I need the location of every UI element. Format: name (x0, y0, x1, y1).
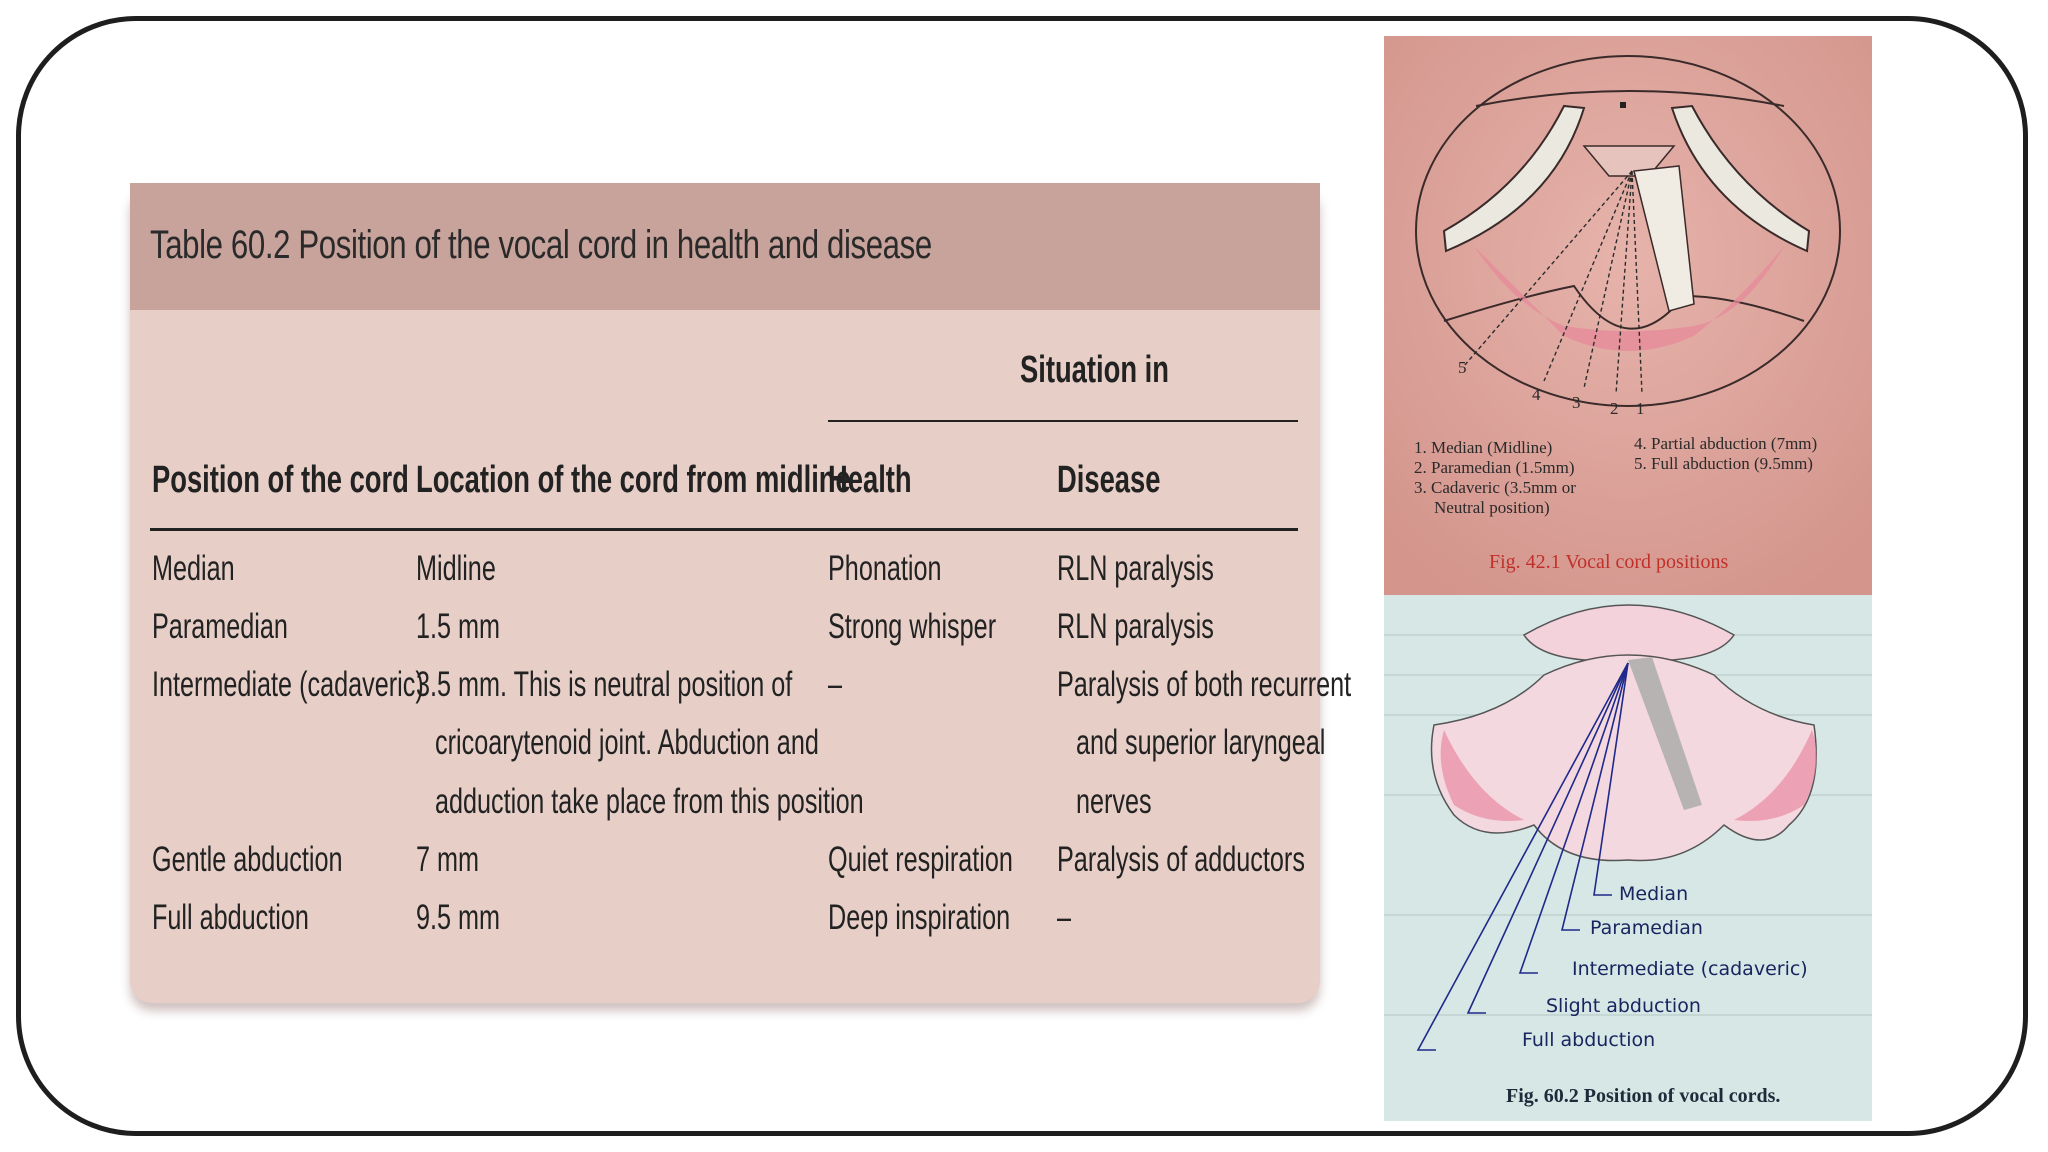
pos-number-3: 3 (1572, 393, 1581, 412)
label-median: Median (1619, 883, 1689, 905)
figure-top-caption: Fig. 42.1 Vocal cord positions (1489, 551, 1729, 573)
row-full-health: Deep inspiration (828, 898, 1011, 937)
situation-header: Situation in (1020, 349, 1169, 391)
figure-bottom-caption: Fig. 60.2 Position of vocal cords. (1506, 1085, 1781, 1107)
table-title: Table 60.2 Position of the vocal cord in health and disease (150, 223, 932, 267)
row-intermediate-location-line3: adduction take place from this position (435, 782, 864, 821)
label-full-abduction: Full abduction (1522, 1029, 1656, 1051)
header-rule (150, 528, 1298, 531)
vocal-cord-table (130, 183, 1352, 1003)
row-gentle-disease: Paralysis of adductors (1057, 840, 1305, 879)
legend-left-3: 3. Cadaveric (3.5mm or (1414, 478, 1576, 497)
legend-left-4: Neutral position) (1434, 498, 1550, 517)
row-intermediate-health: – (828, 665, 843, 704)
row-intermediate-location-line2: cricoarytenoid joint. Abduction and (435, 723, 819, 762)
row-gentle-location: 7 mm (416, 840, 479, 879)
row-intermediate-disease-line1: Paralysis of both recurrent (1057, 665, 1352, 704)
row-gentle-health: Quiet respiration (828, 840, 1013, 879)
situation-rule (828, 420, 1298, 422)
row-intermediate-disease-line2: and superior laryngeal (1076, 723, 1326, 762)
header-health: Health (828, 459, 912, 501)
row-paramedian-disease: RLN paralysis (1057, 607, 1214, 646)
pos-number-4: 4 (1532, 385, 1541, 404)
row-median-health: Phonation (828, 549, 942, 588)
row-intermediate-disease-line3: nerves (1076, 782, 1152, 821)
header-position: Position of the cord (152, 459, 409, 501)
pos-number-1: 1 (1636, 399, 1645, 418)
header-disease: Disease (1057, 459, 1161, 501)
legend-left-1: 1. Median (Midline) (1414, 438, 1553, 457)
legend-right-1: 4. Partial abduction (7mm) (1634, 434, 1818, 453)
row-full-disease: – (1057, 898, 1072, 937)
row-median-disease: RLN paralysis (1057, 549, 1214, 588)
row-median-position: Median (152, 549, 235, 588)
row-intermediate-location-line1: 3.5 mm. This is neutral position of (416, 665, 793, 704)
row-paramedian-health: Strong whisper (828, 607, 997, 646)
row-full-position: Full abduction (152, 898, 309, 937)
legend-left-2: 2. Paramedian (1.5mm) (1414, 458, 1575, 477)
vocal-cord-position-photo-2 (1384, 595, 1872, 1121)
legend-right-2: 5. Full abduction (9.5mm) (1634, 454, 1813, 473)
label-slight-abduction: Slight abduction (1546, 995, 1701, 1017)
row-intermediate-position: Intermediate (cadaveric) (152, 665, 424, 704)
pos-number-2: 2 (1610, 399, 1619, 418)
row-gentle-position: Gentle abduction (152, 840, 343, 879)
label-intermediate: Intermediate (cadaveric) (1572, 958, 1808, 980)
row-paramedian-position: Paramedian (152, 607, 288, 646)
row-median-location: Midline (416, 549, 496, 588)
pos-number-5: 5 (1458, 358, 1467, 377)
row-full-location: 9.5 mm (416, 898, 501, 937)
label-paramedian: Paramedian (1590, 917, 1703, 939)
vocal-cord-positions-photo (1384, 36, 1872, 595)
row-paramedian-location: 1.5 mm (416, 607, 501, 646)
header-location: Location of the cord from midline (416, 459, 851, 501)
